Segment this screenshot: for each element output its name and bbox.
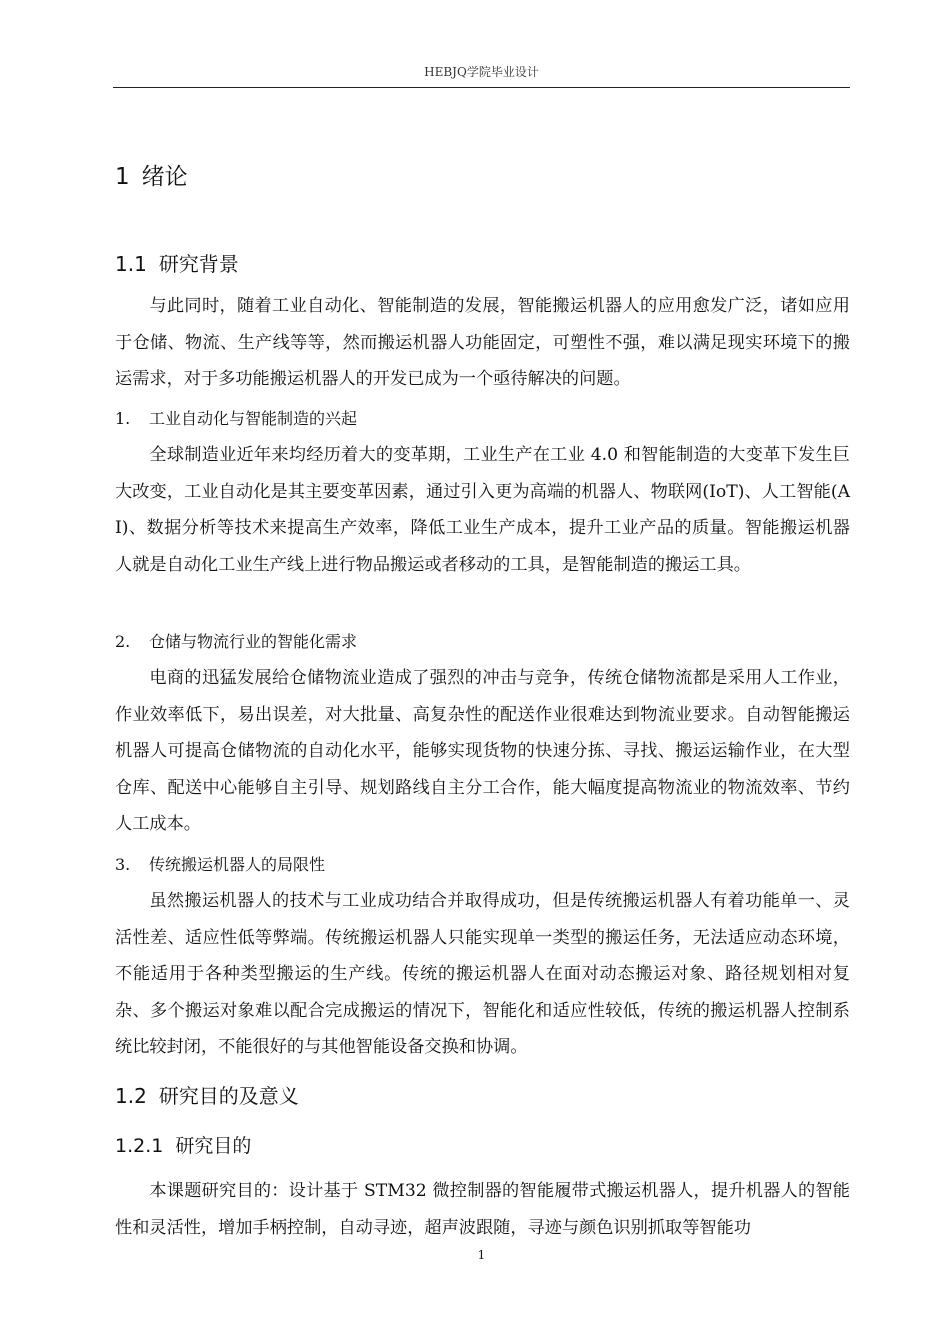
section-heading-1-2 (115, 1081, 299, 1111)
list-item-title: 仓储与物流行业的智能化需求 (149, 632, 358, 651)
chapter-number: 1 (115, 164, 130, 190)
list-item-title: 工业自动化与智能制造的兴起 (149, 409, 358, 428)
chapter-heading (115, 160, 188, 194)
paragraph-item-2: 电商的迅猛发展给仓储物流业造成了强烈的冲击与竞争，传统仓储物流都是采用人工作业，作业效率低下，易出误差，对大批量、高复杂性的配送作业很难达到物流业要求。自动智能搬运机器人可提高仓储物流的自动化水平，能够实现货物的快速分拣、寻找、搬运运输作业，在大型仓库、配送中心能够自主引导、规划路线自主分工合作，能大幅度提高物流业的物流效率、节约人工成本。 (115, 668, 850, 835)
list-item-1 (115, 404, 357, 434)
list-item-3 (115, 850, 325, 880)
section-title: 研究背景 (158, 252, 239, 276)
list-item-2 (115, 627, 357, 657)
subsection-number: 1.2.1 (115, 1135, 164, 1157)
subsection-heading-1-2-1 (115, 1131, 251, 1161)
paragraph-research-purpose: 本课题研究目的：设计基于 STM32 微控制器的智能履带式搬运机器人，提升机器人的智能性和灵活性，增加手柄控制，自动寻迹，超声波跟随，寻迹与颜色识别抓取等智能功 (115, 1181, 850, 1238)
paragraph-item-1: 全球制造业近年来均经历着大的变革期，工业生产在工业 4.0 和智能制造的大变革下发生巨大改变，工业自动化是其主要变革因素，通过引入更为高端的机器人、物联网(IoT)、人工智能(AI)、数据分析等技术来提高生产效率，降低工业生产成本，提升工业产品的质量。智能搬运机器人就是自动化工业生产线上进行物品搬运或者移动的工具，是智能制造的搬运工具。 (115, 445, 850, 575)
paragraph-item-3: 虽然搬运机器人的技术与工业成功结合并取得成功，但是传统搬运机器人有着功能单一、灵活性差、适应性低等弊端。传统搬运机器人只能实现单一类型的搬运任务，无法适应动态环境，不能适用于各种类型搬运的生产线。传统的搬运机器人在面对动态搬运对象、路径规划相对复杂、多个搬运对象难以配合完成搬运的情况下，智能化和适应性较低，传统的搬运机器人控制系统比较封闭，不能很好的与其他智能设备交换和协调。 (115, 891, 850, 1058)
chapter-title: 绪论 (141, 164, 188, 190)
section-title: 研究目的及意义 (158, 1084, 299, 1108)
list-marker: 3. (115, 855, 131, 874)
header-rule (113, 87, 850, 88)
list-item-title: 传统搬运机器人的局限性 (149, 855, 326, 874)
section-heading-1-1 (115, 249, 239, 279)
running-header: HEBJQ学院毕业设计 (424, 65, 539, 79)
subsection-title: 研究目的 (175, 1135, 252, 1157)
section-number: 1.1 (115, 252, 147, 276)
list-marker: 1. (115, 409, 131, 428)
section-number: 1.2 (115, 1084, 147, 1108)
paragraph-intro: 与此同时，随着工业自动化、智能制造的发展，智能搬运机器人的应用愈发广泛，诸如应用于仓储、物流、生产线等等，然而搬运机器人功能固定，可塑性不强，难以满足现实环境下的搬运需求，对于多功能搬运机器人的开发已成为一个亟待解决的问题。 (115, 296, 850, 390)
page-number: 1 (477, 1248, 486, 1262)
list-marker: 2. (115, 632, 131, 651)
